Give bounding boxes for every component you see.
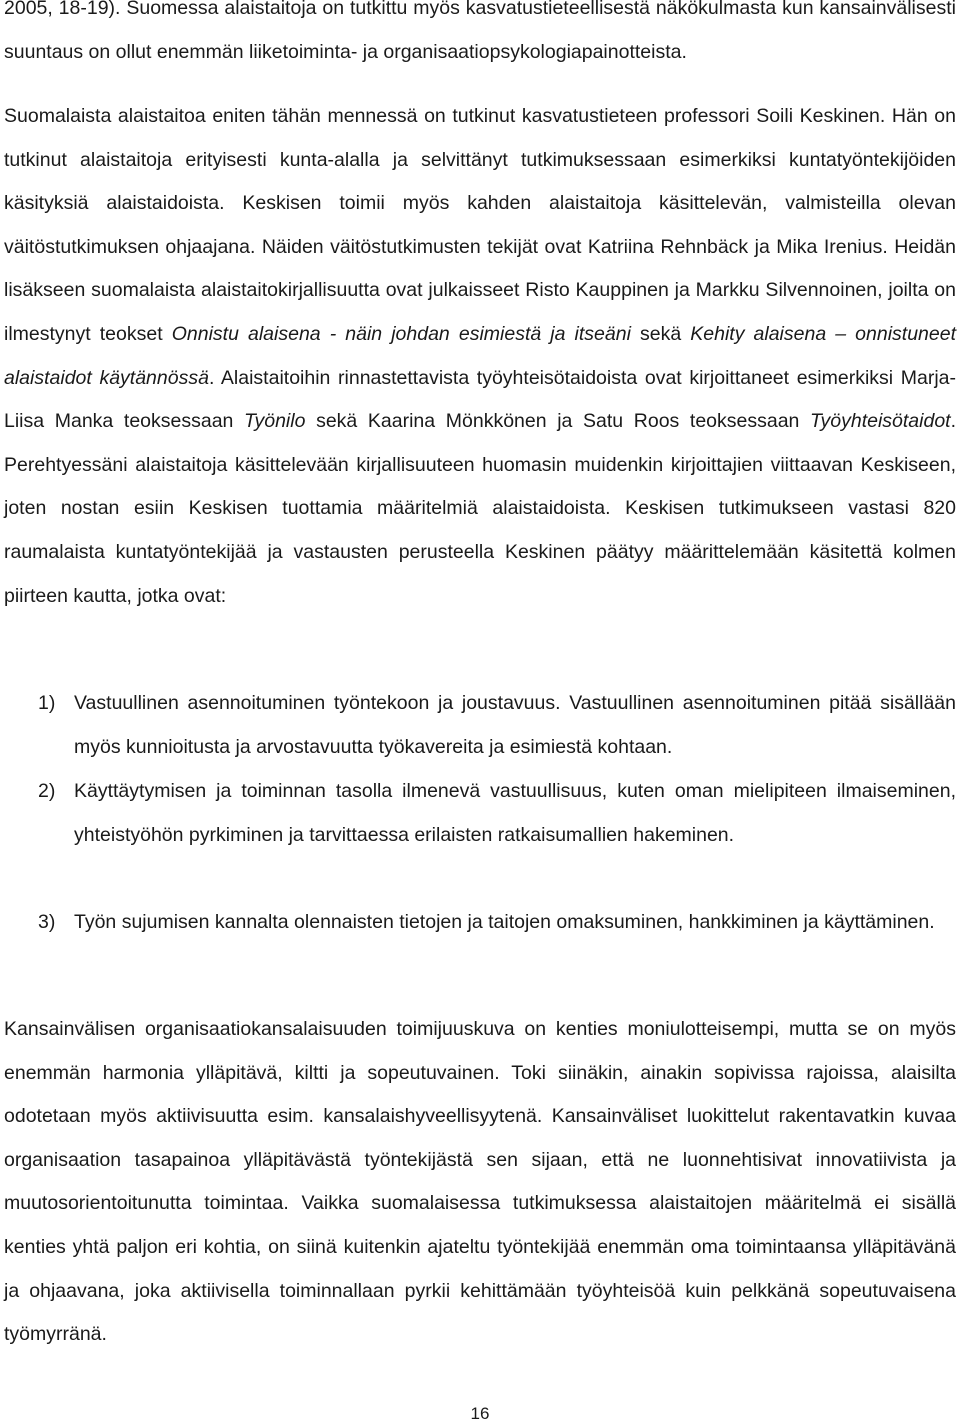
list-item-text: Työn sujumisen kannalta olennaisten tietojen ja taitojen omaksuminen, hankkiminen ja käyttäminen. [74, 911, 935, 933]
book-title-tyoyhteisotaidot: Työyhteisötaidot [810, 410, 951, 433]
book-title-tyonilo: Työnilo [244, 410, 306, 433]
paragraph-2-text-e: . Perehtyessäni alaistaitoja käsittelevään kirjallisuuteen huomasin muidenkin kirjoittajien viittaavan Keskiseen, joten nostan esiin Keskisen tuottamia määritelmiä alaistaidoista. Keskisen tutkimukseen vastasi 820 raumalaista kuntatyöntekijää ja vastausten perusteella Keskinen päätyy määrittelemään käsitettä kolmen piirteen kautta, jotka ovat: [4, 410, 957, 607]
paragraph-2-text-a: Suomalaista alaistaitoa eniten tähän mennessä on tutkinut kasvatustieteen professori Soili Keskinen. Hän on tutkinut alaistaitoja erityisesti kunta-alalla ja selvittänyt tutkimuksessaan esimerkiksi kuntatyöntekijöiden käsityksiä alaistaidoista. Keskisen toimii myös kahden alaistaitoja käsittelevän, valmisteilla olevan väitöstutkimuksen ohjaajana. Näiden väitöstutkimusten tekijät ovat Katriina Rehnbäck ja Mika Irenius. Heidän lisäkseen suomalaista alaistaitokirjallisuutta ovat julkaisseet Risto Kauppinen ja Markku Silvennoinen, joilta on ilmestynyt teokset [4, 105, 956, 345]
list-marker: 2) [38, 780, 56, 802]
book-title-kehity-alaisena: Kehity alaisena – onnistuneet alaistaidot käytännössä [4, 322, 957, 389]
paragraph-3 [4, 1008, 956, 1357]
paragraph-1 [4, 0, 956, 74]
paragraph-2-text-d: sekä Kaarina Mönkkönen ja Satu Roos teoksessaan [305, 410, 811, 433]
list-marker: 3) [38, 911, 56, 933]
paragraph-3-text: Kansainvälisen organisaatiokansalaisuuden toimijuuskuva on kenties moniulotteisempi, mutta se on myös enemmän harmonia ylläpitävä, kiltti ja sopeutuvainen. Toki siinäkin, ainakin sopivissa rajoissa, alaisilta odotetaan myös aktiivisuutta esim. kansalaishyveellisyytenä. Kansainväliset luokittelut rakentavatkin kuvaa organisaation tasapainoa ylläpitävästä työntekijästä sen sijaan, että ne luonnehtisivat innovatiivista ja muutosorientoitunutta toimintaa. Vaikka suomalaisessa tutkimuksessa alaistaitojen määritelmä ei sisällä kenties yhtä paljon eri kohtia, on siinä kuitenkin ajateltu työntekijää enemmän oma toimintaansa ylläpitävänä ja ohjaavana, joka aktiivisella toiminnallaan pyrkii kehittämään työyhteisöä kuin pelkkänä sopeutuvaisena työmyrränä. [4, 1018, 956, 1346]
paragraph-2 [4, 95, 956, 618]
page-number: 16 [470, 1404, 490, 1423]
paragraph-1-text: 2005, 18-19). Suomessa alaistaitoja on tutkittu myös kasvatustieteellisestä näkökulmasta kun kansainvälisesti suuntaus on ollut enemmän liiketoiminta- ja organisaatiopsykologiapainotteista. [4, 0, 956, 63]
list-marker: 1) [38, 692, 56, 714]
book-title-onnistu-alaisena: Onnistu alaisena - näin johdan esimiestä ja itseäni [171, 322, 631, 345]
paragraph-2-text-b: sekä [630, 322, 691, 345]
paragraph-2-text-c: . Alaistaitoihin rinnastettavista työyhteisötaidoista ovat kirjoittaneet esimerkiksi Marja-Liisa Manka teoksessaan [4, 366, 957, 433]
list-item-text: Käyttäytymisen ja toiminnan tasolla ilmenevä vastuullisuus, kuten oman mielipiteen ilmaiseminen, yhteistyöhön pyrkiminen ja tarvittaessa erilaisten ratkaisumallien hakeminen. [74, 780, 956, 846]
list-item-text: Vastuullinen asennoituminen työntekoon ja joustavuus. Vastuullinen asennoituminen pitää sisällään myös kunnioitusta ja arvostavuutta työkavereita ja esimiestä kohtaan. [74, 692, 956, 758]
